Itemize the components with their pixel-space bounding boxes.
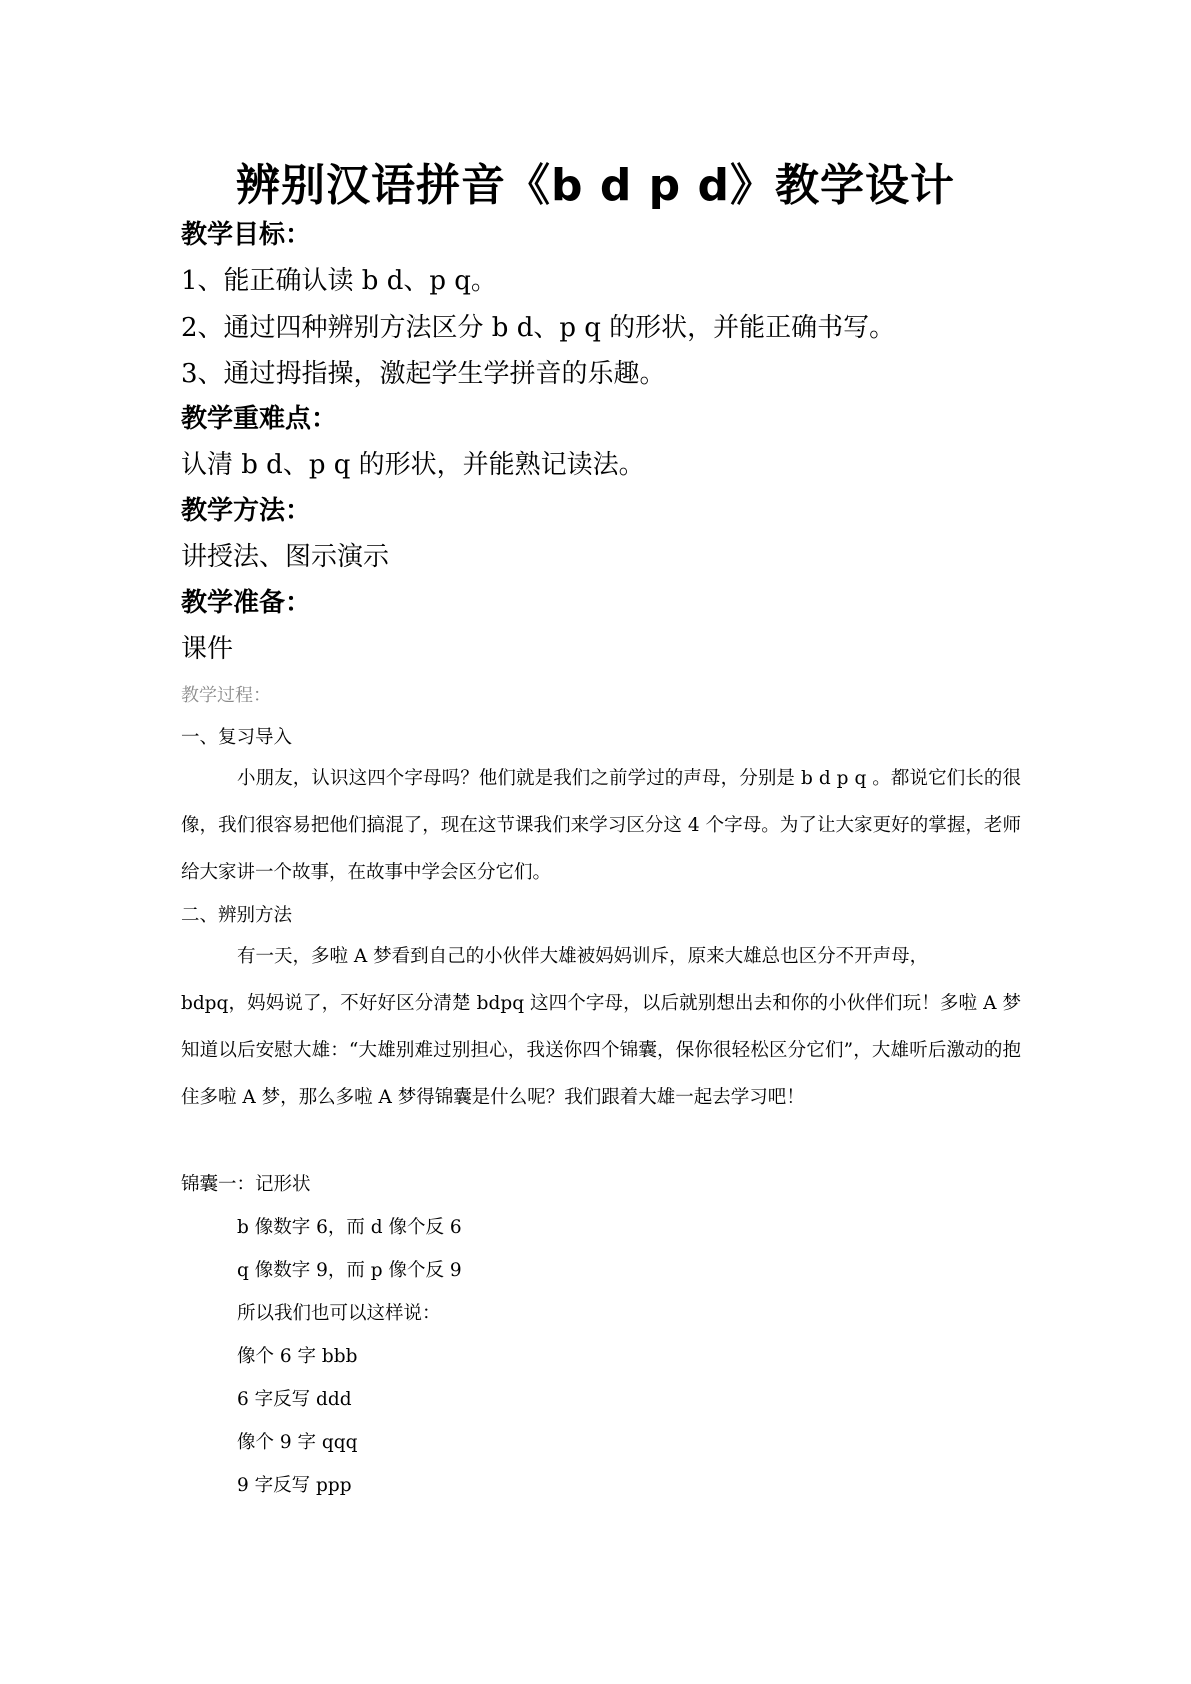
process-heading: 教学过程： <box>181 685 271 706</box>
tip-line: 像个 6 字 bbb <box>237 1346 358 1367</box>
key-points-heading: 教学重难点： <box>181 404 338 434</box>
tip-line: 9 字反写 ppp <box>237 1475 352 1496</box>
document-title: 辨别汉语拼音《b d p d》教学设计 <box>236 160 955 211</box>
section-paragraph-first-line: 有一天，多啦 A 梦看到自己的小伙伴大雄被妈妈训斥，原来大雄总也区分不开声母， <box>237 946 929 967</box>
objectives-heading: 教学目标： <box>181 220 312 250</box>
tip-line: 像个 9 字 qqq <box>237 1432 358 1453</box>
tip-line: b 像数字 6，而 d 像个反 6 <box>237 1217 462 1238</box>
methods-text: 讲授法、图示演示 <box>181 542 390 572</box>
tip-line: q 像数字 9，而 p 像个反 9 <box>237 1260 462 1281</box>
preparation-text: 课件 <box>181 634 234 664</box>
key-points-text: 认清 b d、p q 的形状，并能熟记读法。 <box>181 450 645 480</box>
tip-line: 所以我们也可以这样说： <box>237 1303 441 1324</box>
tip-line: 6 字反写 ddd <box>237 1389 352 1410</box>
methods-heading: 教学方法： <box>181 496 312 526</box>
section-title: 二、辨别方法 <box>181 905 293 926</box>
objective-item: 1、能正确认读 b d、p q。 <box>181 266 497 296</box>
preparation-heading: 教学准备： <box>181 588 312 618</box>
objective-item: 3、通过拇指操，激起学生学拼音的乐趣。 <box>181 359 666 389</box>
tip-title: 锦囊一：记形状 <box>181 1174 311 1195</box>
section-paragraph: 小朋友，认识这四个字母吗？他们就是我们之前学过的声母，分别是 b d p q 。都说它们长的很像，我们很容易把他们搞混了，现在这节课我们来学习区分这 4 个字母。为了让大家更好的掌握，老师给大家讲一个故事，在故事中学会区分它们。 <box>181 768 1021 883</box>
objective-item: 2、通过四种辨别方法区分 b d、p q 的形状，并能正确书写。 <box>181 313 896 343</box>
section-paragraph: bdpq，妈妈说了，不好好区分清楚 bdpq 这四个字母，以后就别想出去和你的小伙伴们玩！多啦 A 梦知道以后安慰大雄：“大雄别难过别担心，我送你四个锦囊，保你很轻松区分它们”，大雄听后激动的抱住多啦 A 梦，那么多啦 A 梦得锦囊是什么呢？我们跟着大雄一起去学习吧！ <box>181 993 1021 1108</box>
section-title: 一、复习导入 <box>181 727 293 748</box>
